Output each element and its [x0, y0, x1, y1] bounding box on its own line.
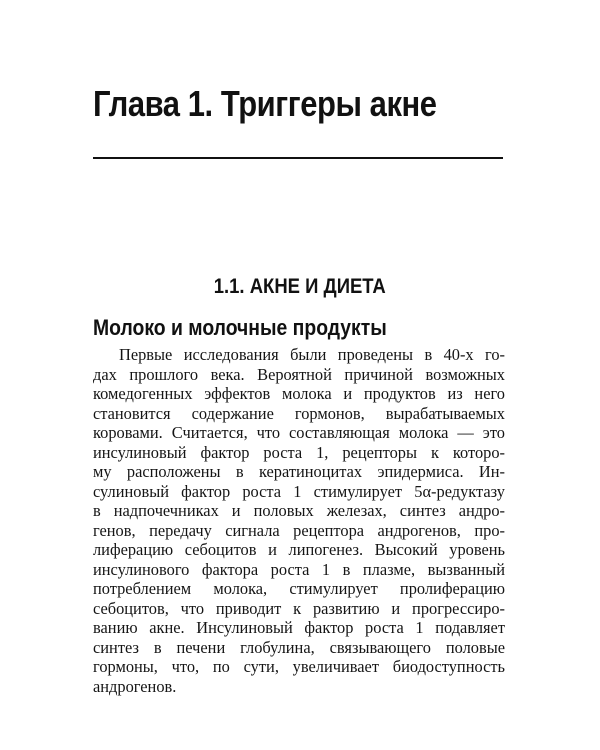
paragraph-line: дах прошлого века. Вероятной причиной возможных: [93, 364, 505, 384]
chapter-title-rule: [93, 157, 503, 159]
paragraph-line: андрогенов.: [93, 676, 177, 696]
subsection-title: Молоко и молочные продукты: [93, 315, 387, 340]
paragraph-line: в надпочечниках и половых железах, синтез андро-: [93, 501, 505, 520]
paragraph-line: становится содержание гормонов, вырабатываемых: [93, 403, 505, 423]
paragraph-line: коровами. Считается, что составляющая молока — это: [93, 423, 505, 442]
paragraph-line: гормоны, что, по сути, увеличивает биодоступность: [93, 657, 505, 676]
section-title: [0, 274, 600, 300]
paragraph-line: му расположены в кератиноцитах эпидермиса. Ин-: [93, 462, 505, 481]
paragraph-line: синтез в печени глобулина, связывающего половые: [93, 637, 505, 657]
body-paragraph: [93, 345, 505, 696]
paragraph-line: генов, передачу сигнала рецептора андрогенов, про-: [93, 520, 505, 540]
paragraph-line: лиферацию себоцитов и липогенез. Высокий уровень: [93, 540, 505, 559]
section-title-text: 1.1. АКНЕ И ДИЕТА: [213, 275, 387, 298]
paragraph-line: комедогенных эффектов молока и продуктов из него: [93, 384, 505, 403]
paragraph-line: Первые исследования были проведены в 40-х го-: [119, 345, 505, 364]
paragraph-line: инсулинового фактора роста 1 в плазме, вызванный: [93, 559, 505, 579]
paragraph-line: инсулиновый фактор роста 1, рецепторы к которо-: [93, 442, 505, 462]
paragraph-line: себоцитов, что приводит к развитию и прогрессиро-: [93, 598, 505, 618]
paragraph-line: потреблением молока, стимулирует пролиферацию: [93, 579, 505, 598]
paragraph-line: сулиновый фактор роста 1 стимулирует 5α-редуктазу: [93, 481, 505, 501]
chapter-title: Глава 1. Триггеры акне: [93, 83, 437, 124]
paragraph-line: ванию акне. Инсулиновый фактор роста 1 подавляет: [93, 618, 505, 637]
